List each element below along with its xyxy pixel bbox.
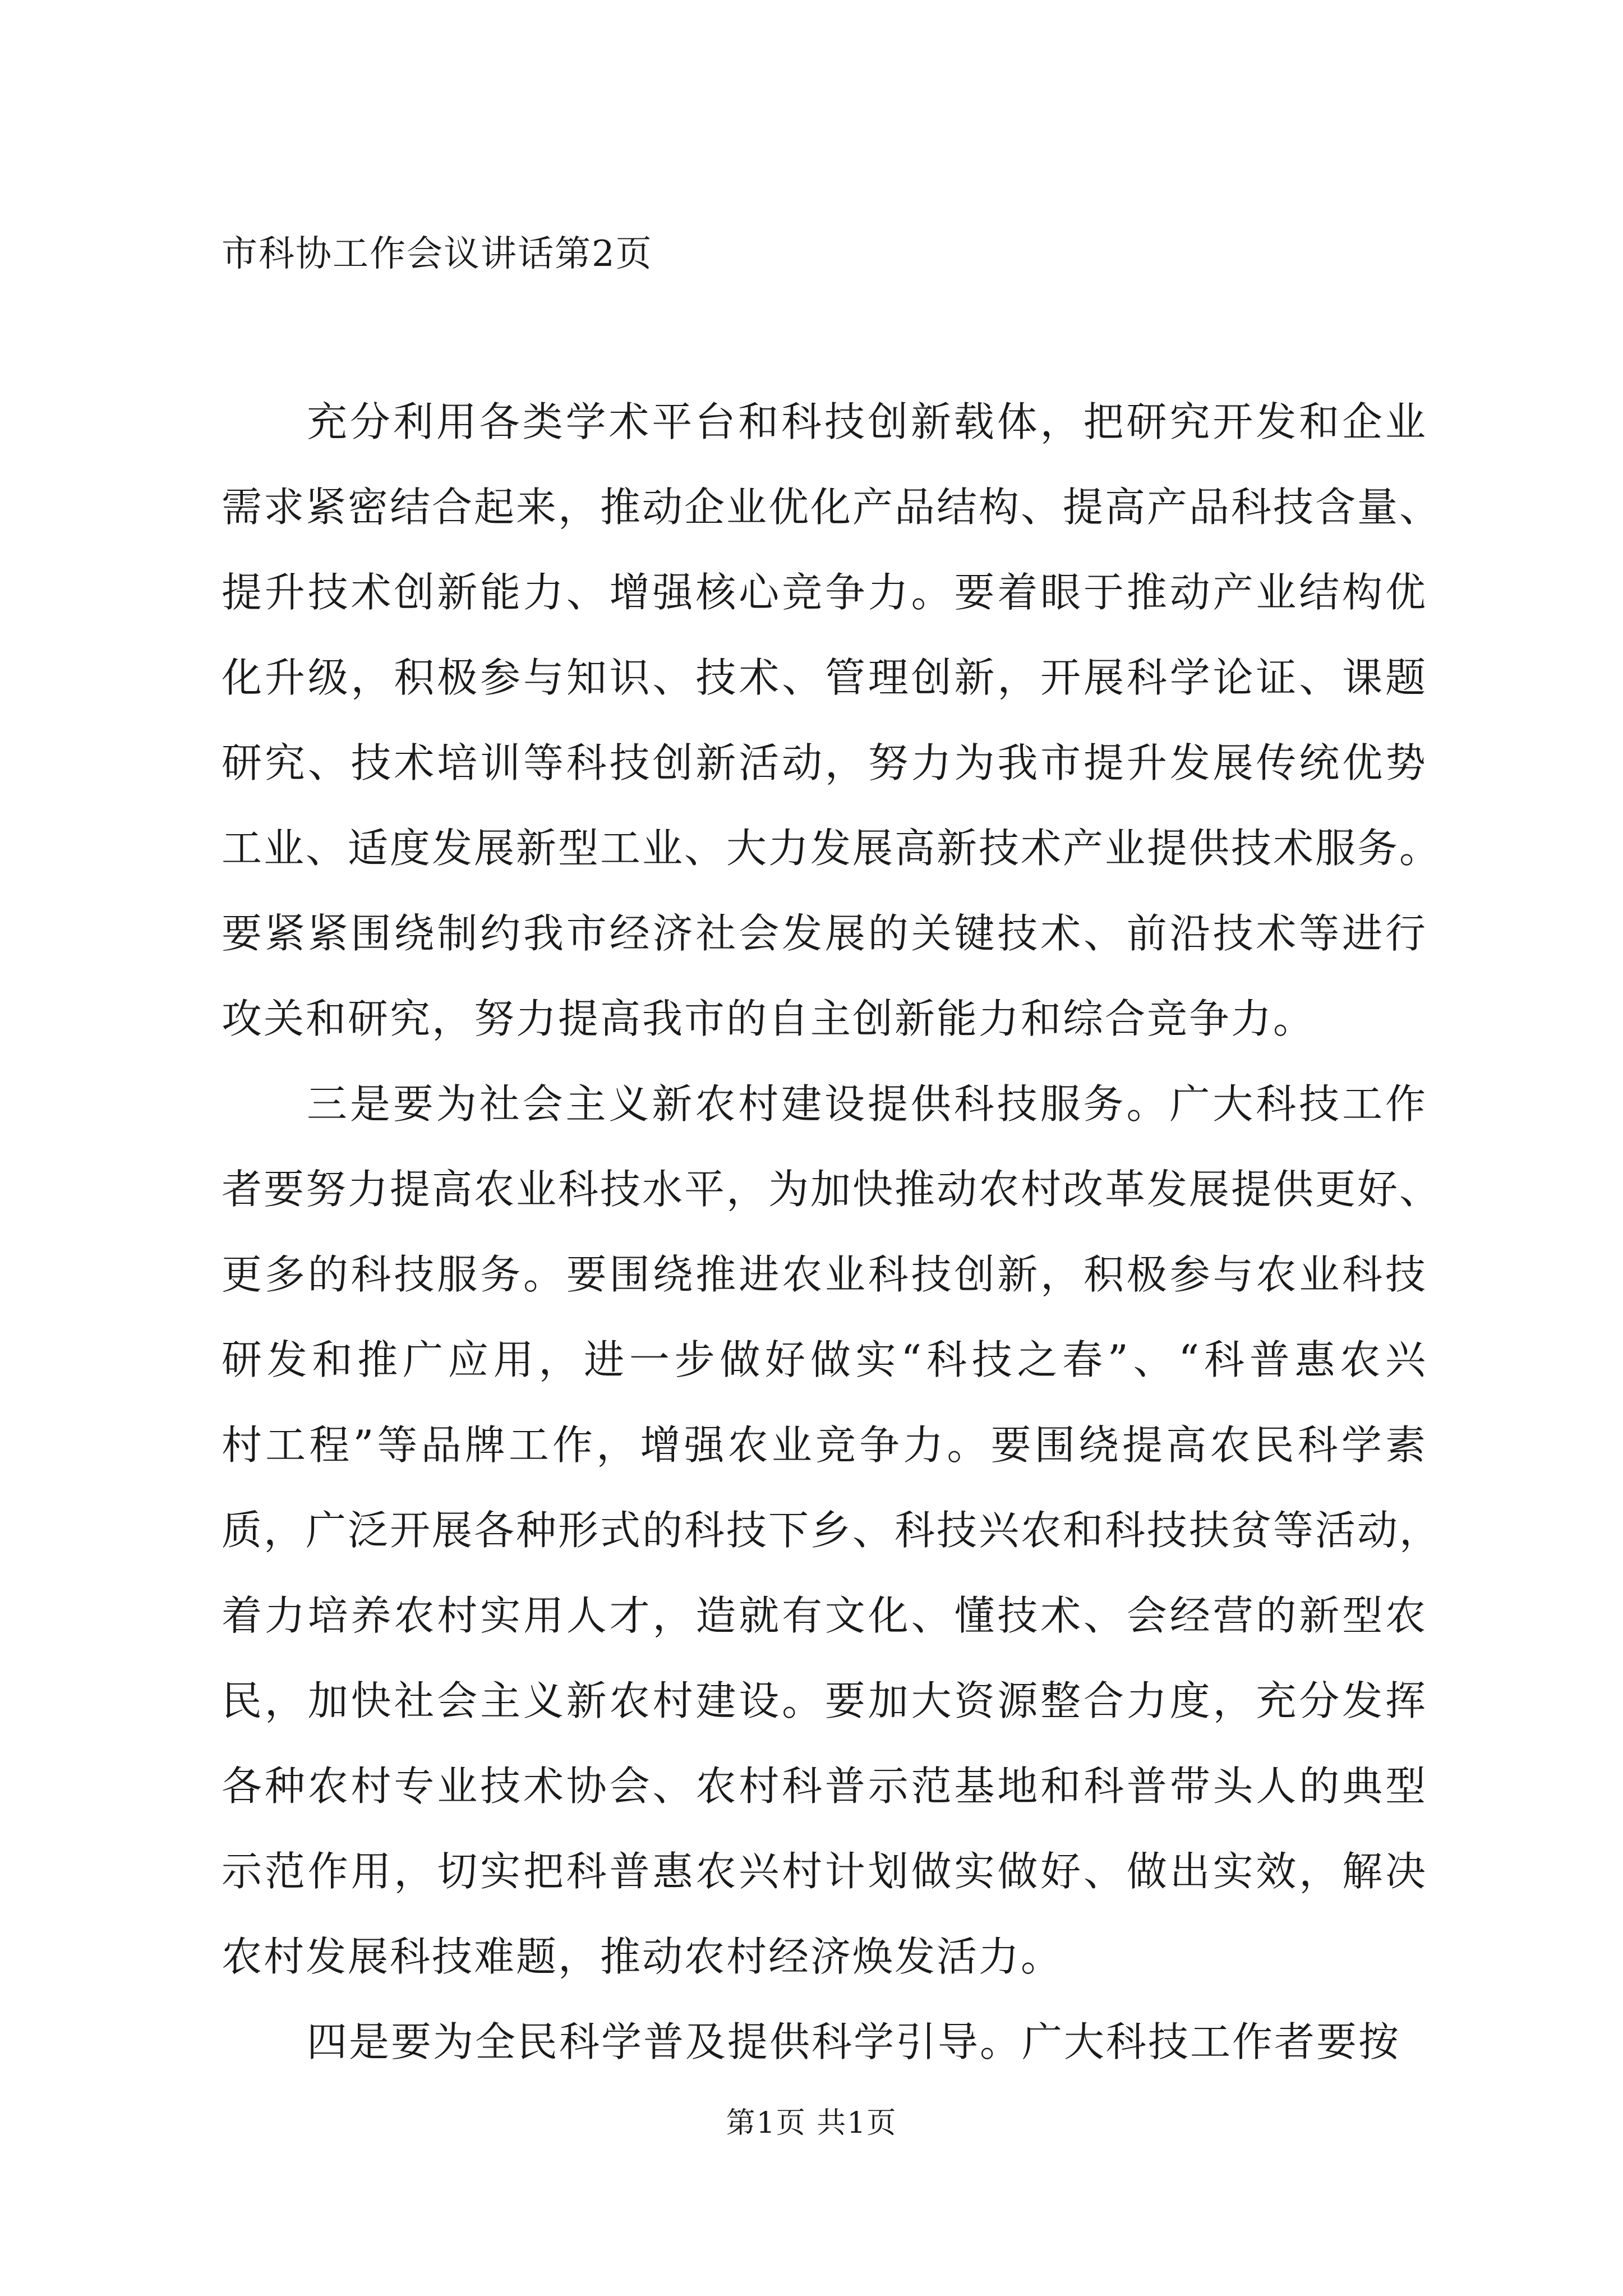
paragraph-line: 三是要为社会主义新农村建设提供科技服务。广大科技工作 [307, 1080, 1427, 1128]
paragraph-line: 提升技术创新能力、增强核心竞争力。要着眼于推动产业结构优 [222, 569, 1427, 616]
paragraph-line: 充分利用各类学术平台和科技创新载体，把研究开发和企业 [307, 398, 1427, 445]
paragraph-line: 四是要为全民科学普及提供科学引导。广大科技工作者要按 [307, 2018, 1401, 2065]
paragraph-line: 者要努力提高农业科技水平，为加快推动农村改革发展提供更好、 [222, 1166, 1442, 1213]
paragraph-line: 示范作用，切实把科普惠农兴村计划做实做好、做出实效，解决 [222, 1848, 1427, 1895]
paragraph-line: 化升级，积极参与知识、技术、管理创新，开展科学论证、课题 [222, 654, 1427, 701]
document-body [222, 379, 1442, 2085]
paragraph-line: 质，广泛开展各种形式的科技下乡、科技兴农和科技扶贫等活动， [222, 1507, 1442, 1554]
paragraph-line: 各种农村专业技术协会、农村科普示范基地和科普带头人的典型 [222, 1763, 1427, 1810]
paragraph-line: 更多的科技服务。要围绕推进农业科技创新，积极参与农业科技 [222, 1251, 1427, 1298]
paragraph-line: 农村发展科技难题，推动农村经济焕发活力。 [222, 1933, 1063, 1980]
page-title: 市科协工作会议讲话第2页 [222, 233, 653, 275]
paragraph-line: 攻关和研究，努力提高我市的自主创新能力和综合竞争力。 [222, 995, 1316, 1042]
paragraph-line: 研发和推广应用，进一步做好做实“科技之春”、“科普惠农兴 [222, 1336, 1427, 1383]
page-footer: 第1页 共1页 [726, 2106, 897, 2140]
paragraph-line: 工业、适度发展新型工业、大力发展高新技术产业提供技术服务。 [222, 825, 1442, 872]
paragraph-line: 着力培养农村实用人才，造就有文化、懂技术、会经营的新型农 [222, 1592, 1427, 1639]
paragraph-line: 需求紧密结合起来，推动企业优化产品结构、提高产品科技含量、 [222, 484, 1442, 531]
paragraph-line: 民，加快社会主义新农村建设。要加大资源整合力度，充分发挥 [222, 1677, 1427, 1724]
paragraph-line: 要紧紧围绕制约我市经济社会发展的关键技术、前沿技术等进行 [222, 910, 1427, 957]
paragraph-line: 研究、技术培训等科技创新活动，努力为我市提升发展传统优势 [222, 739, 1427, 786]
paragraph-line: 村工程”等品牌工作，增强农业竞争力。要围绕提高农民科学素 [222, 1421, 1427, 1469]
